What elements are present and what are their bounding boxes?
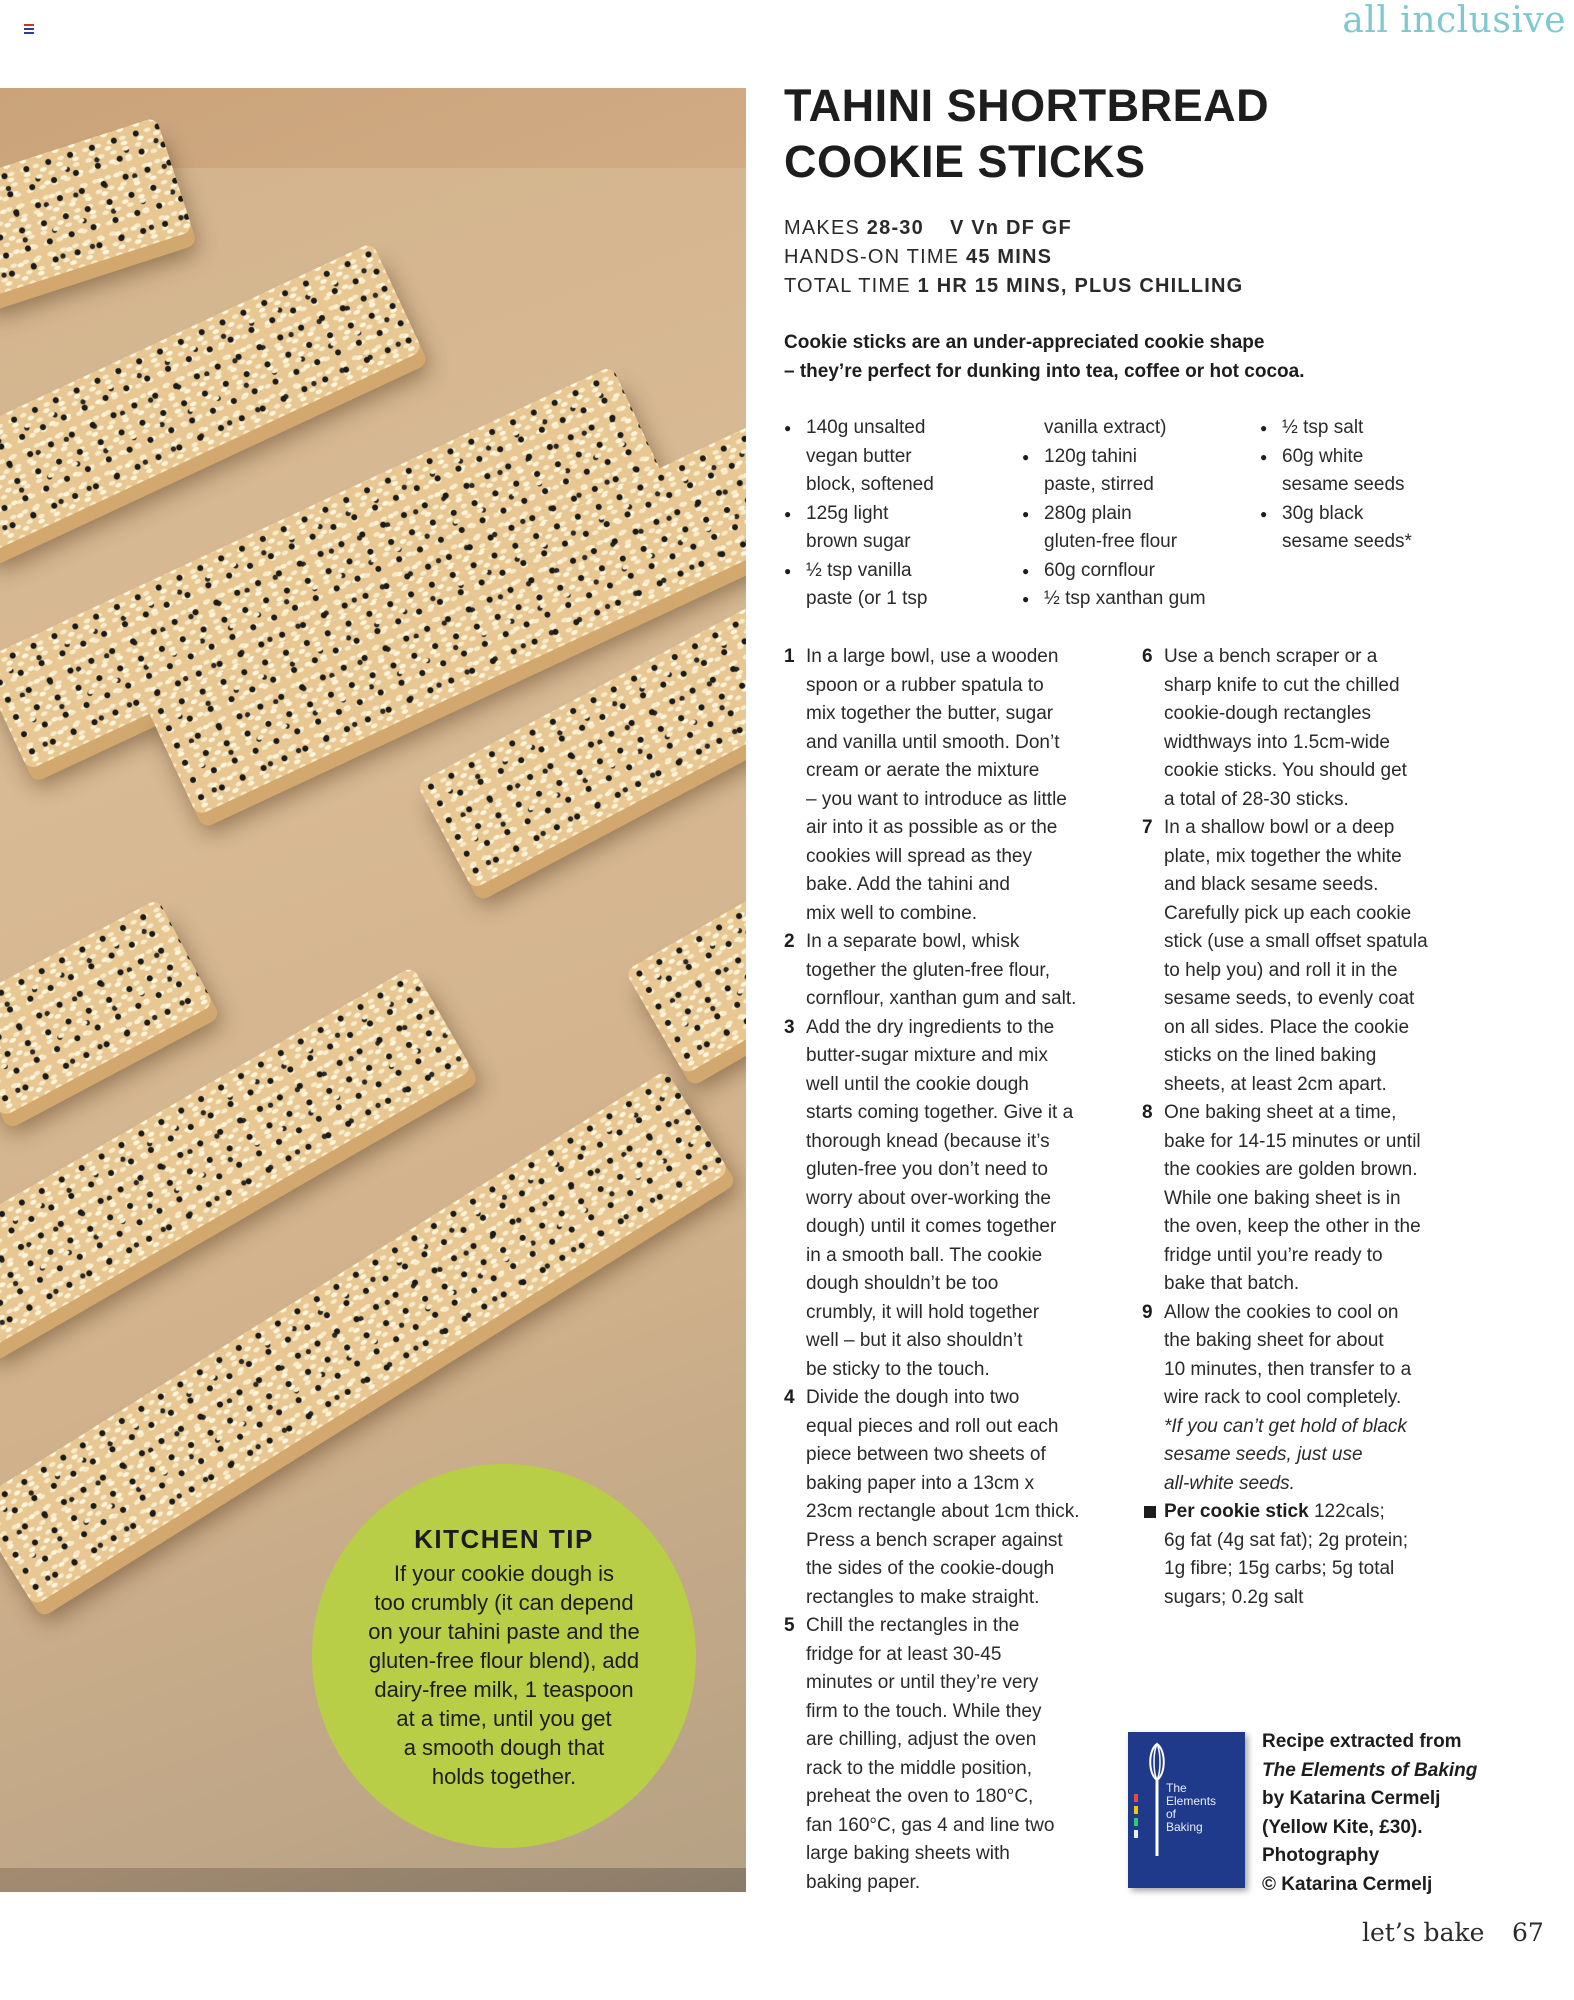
step-line: on all sides. Place the cookie	[1164, 1016, 1410, 1038]
ingredient-line: brown sugar	[806, 531, 911, 552]
step-line: to help you) and roll it in the	[1164, 959, 1398, 981]
step-line: In a shallow bowl or a deep	[1164, 817, 1395, 838]
nutrition-line: 122cals;	[1308, 1501, 1385, 1522]
step-line: Chill the rectangles in the	[806, 1615, 1020, 1636]
footnote	[1142, 1413, 1482, 1499]
step-line: dough shouldn’t be too	[806, 1273, 999, 1294]
step-line: large baking sheets with	[806, 1843, 1010, 1864]
book-credit	[1262, 1728, 1522, 1899]
hands-on-label: HANDS-ON TIME	[784, 246, 960, 268]
footnote-line: *If you can’t get hold of black	[1164, 1415, 1407, 1437]
footnote-line: sesame seeds, just use	[1164, 1444, 1363, 1465]
step-number: 9	[1142, 1301, 1153, 1323]
ingredient-line: ● 60g cornflour	[1022, 557, 1242, 586]
ingredient-line: sesame seeds*	[1282, 531, 1412, 552]
kitchen-tip	[312, 1464, 696, 1848]
ingredient-line: ● ½ tsp salt	[1260, 414, 1460, 443]
step-number: 7	[1142, 817, 1153, 838]
ingredient-line: ● ½ tsp vanilla	[784, 557, 984, 586]
step-line: fan 160°C, gas 4 and line two	[806, 1814, 1055, 1836]
cover-stripe	[1134, 1830, 1138, 1838]
step-line: baking paper into a 13cm x	[806, 1472, 1035, 1494]
step-line: gluten-free you don’t need to	[806, 1159, 1048, 1180]
ingredient-line: gluten-free flour	[1044, 531, 1178, 552]
total-time-label: TOTAL TIME	[784, 275, 911, 297]
ingredient-line: paste, stirred	[1044, 474, 1154, 495]
credit-line: © Katarina Cermelj	[1262, 1873, 1433, 1895]
intro-line: Cookie sticks are an under-appreciated cookie shape	[784, 332, 1265, 353]
ingredient-line: ● ½ tsp xanthan gum	[1022, 585, 1242, 614]
step-line: bake that batch.	[1164, 1273, 1300, 1294]
book-title	[1166, 1782, 1241, 1834]
nutrition-line: 6g fat (4g sat fat); 2g protein;	[1164, 1529, 1408, 1551]
step-line: piece between two sheets of	[806, 1444, 1046, 1465]
step-number: 5	[784, 1615, 795, 1636]
tip-line: at a time, until you get	[396, 1706, 612, 1731]
hands-on-value: 45 MINS	[966, 246, 1053, 268]
method-step	[784, 1014, 1124, 1385]
credit-line: (Yellow Kite, £30).	[1262, 1816, 1423, 1838]
nutrition-label: Per cookie stick	[1164, 1501, 1309, 1522]
step-line: Use a bench scraper or a	[1164, 646, 1378, 667]
total-time-value: 1 HR 15 MINS, PLUS CHILLING	[917, 275, 1244, 297]
step-line: sheets, at least 2cm apart.	[1164, 1073, 1387, 1095]
method-step	[784, 643, 1124, 928]
cover-stripe	[1134, 1818, 1138, 1826]
title-line: TAHINI SHORTBREAD	[784, 80, 1270, 131]
step-line: are chilling, adjust the oven	[806, 1729, 1037, 1750]
step-number: 6	[1142, 646, 1153, 667]
ingredient-line: paste (or 1 tsp	[806, 588, 928, 609]
step-line: wire rack to cool completely.	[1164, 1387, 1402, 1408]
step-line: mix well to combine.	[806, 902, 978, 924]
credit-book-title: The Elements of Baking	[1262, 1759, 1478, 1781]
step-line: air into it as possible as or the	[806, 817, 1058, 838]
book-cover	[1128, 1732, 1245, 1888]
step-line: equal pieces and roll out each	[806, 1415, 1059, 1437]
step-line: and vanilla until smooth. Don’t	[806, 731, 1060, 753]
step-line: fridge for at least 30-45	[806, 1643, 1002, 1665]
step-line: the oven, keep the other in the	[1164, 1216, 1421, 1237]
step-line: well until the cookie dough	[806, 1073, 1029, 1095]
step-line: baking paper.	[806, 1871, 921, 1893]
cover-stripe	[1134, 1794, 1138, 1802]
step-line: Divide the dough into two	[806, 1387, 1020, 1408]
step-line: be sticky to the touch.	[806, 1358, 990, 1380]
step-line: plate, mix together the white	[1164, 845, 1402, 867]
section-tag: all inclusive	[1342, 0, 1566, 41]
book-title-line: The	[1166, 1781, 1187, 1795]
step-line: cookie-dough rectangles	[1164, 703, 1372, 724]
diet-tags: V Vn DF GF	[949, 217, 1072, 239]
method-step	[784, 1612, 1124, 1897]
step-line: 10 minutes, then transfer to a	[1164, 1358, 1412, 1380]
cover-stripe	[1134, 1806, 1138, 1814]
tip-line: on your tahini paste and the	[368, 1619, 640, 1644]
step-line: rectangles to make straight.	[806, 1586, 1040, 1608]
nutrition-info	[1142, 1498, 1482, 1612]
footnote-line: all-white seeds.	[1164, 1472, 1295, 1494]
footer-section-label: let’s bake	[1362, 1918, 1485, 1947]
tip-line: a smooth dough that	[403, 1735, 605, 1760]
step-line: Allow the cookies to cool on	[1164, 1301, 1399, 1323]
step-line: While one baking sheet is in	[1164, 1187, 1401, 1209]
step-line: the cookies are golden brown.	[1164, 1159, 1418, 1180]
total-time-row	[784, 272, 1243, 301]
step-line: preheat the oven to 180°C,	[806, 1786, 1034, 1807]
ingredients-column-3	[1260, 414, 1460, 557]
step-line: fridge until you’re ready to	[1164, 1244, 1383, 1266]
method-step	[1142, 814, 1482, 1099]
tip-line: too crumbly (it can depend	[374, 1590, 634, 1615]
step-line: In a large bowl, use a wooden	[806, 646, 1059, 667]
step-line: butter-sugar mixture and mix	[806, 1045, 1048, 1066]
step-line: cookie sticks. You should get	[1164, 760, 1407, 781]
book-title-line: Baking	[1166, 1820, 1203, 1834]
step-line: the baking sheet for about	[1164, 1330, 1384, 1351]
ingredient-line: ● 60g white	[1260, 443, 1460, 472]
step-line: in a smooth ball. The cookie	[806, 1244, 1043, 1266]
step-number: 8	[1142, 1102, 1153, 1123]
intro-line: – they’re perfect for dunking into tea, coffee or hot cocoa.	[784, 361, 1305, 382]
step-line: dough) until it comes together	[806, 1216, 1057, 1237]
step-line: cookies will spread as they	[806, 845, 1032, 867]
step-line: rack to the middle position,	[806, 1757, 1033, 1779]
step-line: stick (use a small offset spatula	[1164, 931, 1428, 952]
credit-line: Photography	[1262, 1845, 1380, 1866]
step-line: sharp knife to cut the chilled	[1164, 674, 1400, 696]
book-title-line: of	[1166, 1807, 1177, 1821]
kitchen-tip-text	[336, 1559, 672, 1791]
method-step	[784, 1384, 1124, 1612]
kitchen-tip-title: KITCHEN TIP	[414, 1524, 594, 1554]
square-bullet-icon	[1144, 1506, 1156, 1518]
ingredient-line: ● 280g plain	[1022, 500, 1242, 529]
method-step	[1142, 1299, 1482, 1413]
page-number: 67	[1512, 1918, 1544, 1947]
tip-line: gluten-free flour blend), add	[368, 1648, 640, 1673]
recipe-meta	[784, 214, 1243, 301]
tip-line: holds together.	[431, 1764, 577, 1789]
recipe-intro	[784, 328, 1344, 386]
tip-line: dairy-free milk, 1 teaspoon	[374, 1677, 634, 1702]
step-line: together the gluten-free flour,	[806, 959, 1050, 981]
step-line: the sides of the cookie-dough	[806, 1558, 1055, 1579]
method-step	[1142, 1099, 1482, 1299]
step-line: worry about over-working the	[806, 1187, 1051, 1209]
step-line: thorough knead (because it’s	[806, 1130, 1050, 1152]
book-title-line: Elements	[1166, 1794, 1217, 1808]
step-number: 2	[784, 931, 795, 952]
step-line: a total of 28-30 sticks.	[1164, 788, 1349, 810]
step-line: mix together the butter, sugar	[806, 703, 1054, 724]
ingredient-line: ● 120g tahini	[1022, 443, 1242, 472]
ingredient-line: ● 125g light	[784, 500, 984, 529]
step-line: Add the dry ingredients to the	[806, 1016, 1055, 1038]
ingredient-line: block, softened	[806, 474, 934, 495]
makes-value: 28-30	[866, 217, 924, 239]
method-step	[1142, 643, 1482, 814]
ingredients-column-2	[1022, 414, 1242, 614]
title-line: COOKIE STICKS	[784, 136, 1146, 187]
menu-icon[interactable]	[24, 24, 34, 36]
ingredients-column-1	[784, 414, 984, 614]
step-line: bake. Add the tahini and	[806, 874, 1010, 895]
tip-line: If your cookie dough is	[393, 1561, 615, 1586]
makes-label: MAKES	[784, 217, 861, 239]
step-line: Press a bench scraper against	[806, 1529, 1063, 1551]
step-line: starts coming together. Give it a	[806, 1102, 1074, 1123]
nutrition-line: 1g fibre; 15g carbs; 5g total	[1164, 1558, 1395, 1579]
step-line: cream or aerate the mixture	[806, 760, 1040, 781]
step-line: firm to the touch. While they	[806, 1700, 1042, 1722]
step-line: sticks on the lined baking	[1164, 1045, 1377, 1066]
step-line: well – but it also shouldn’t	[806, 1330, 1023, 1351]
step-number: 4	[784, 1387, 795, 1408]
credit-line: Recipe extracted from	[1262, 1731, 1462, 1752]
step-line: – you want to introduce as little	[806, 788, 1067, 810]
credit-line: by Katarina Cermelj	[1262, 1788, 1441, 1809]
method-step	[784, 928, 1124, 1014]
recipe-title	[784, 78, 1484, 190]
step-line: In a separate bowl, whisk	[806, 931, 1020, 952]
method-column-left	[784, 643, 1124, 1897]
step-line: One baking sheet at a time,	[1164, 1102, 1397, 1123]
step-line: 23cm rectangle about 1cm thick.	[806, 1501, 1080, 1522]
method-column-right	[1142, 643, 1482, 1612]
ingredient-line: vegan butter	[806, 445, 912, 467]
hands-on-row	[784, 243, 1243, 272]
whisk-icon	[1146, 1740, 1168, 1860]
ingredient-line: ● 140g unsalted	[784, 414, 984, 443]
step-line: spoon or a rubber spatula to	[806, 674, 1044, 696]
step-line: Carefully pick up each cookie	[1164, 902, 1412, 924]
makes-row	[784, 214, 1243, 243]
step-line: cornflour, xanthan gum and salt.	[806, 988, 1077, 1009]
method-steps	[1142, 643, 1482, 1413]
step-line: sesame seeds, to evenly coat	[1164, 988, 1415, 1009]
ingredient-line: vanilla extract)	[1044, 417, 1167, 438]
step-number: 3	[784, 1016, 795, 1038]
step-line: minutes or until they’re very	[806, 1672, 1039, 1693]
ingredient-line: ● 30g black	[1260, 500, 1460, 529]
step-line: widthways into 1.5cm-wide	[1164, 731, 1390, 753]
step-number: 1	[784, 646, 795, 667]
step-line: and black sesame seeds.	[1164, 874, 1379, 895]
step-line: crumbly, it will hold together	[806, 1301, 1040, 1323]
step-line: bake for 14-15 minutes or until	[1164, 1130, 1421, 1152]
ingredient-line: sesame seeds	[1282, 474, 1405, 495]
nutrition-line: sugars; 0.2g salt	[1164, 1586, 1304, 1608]
